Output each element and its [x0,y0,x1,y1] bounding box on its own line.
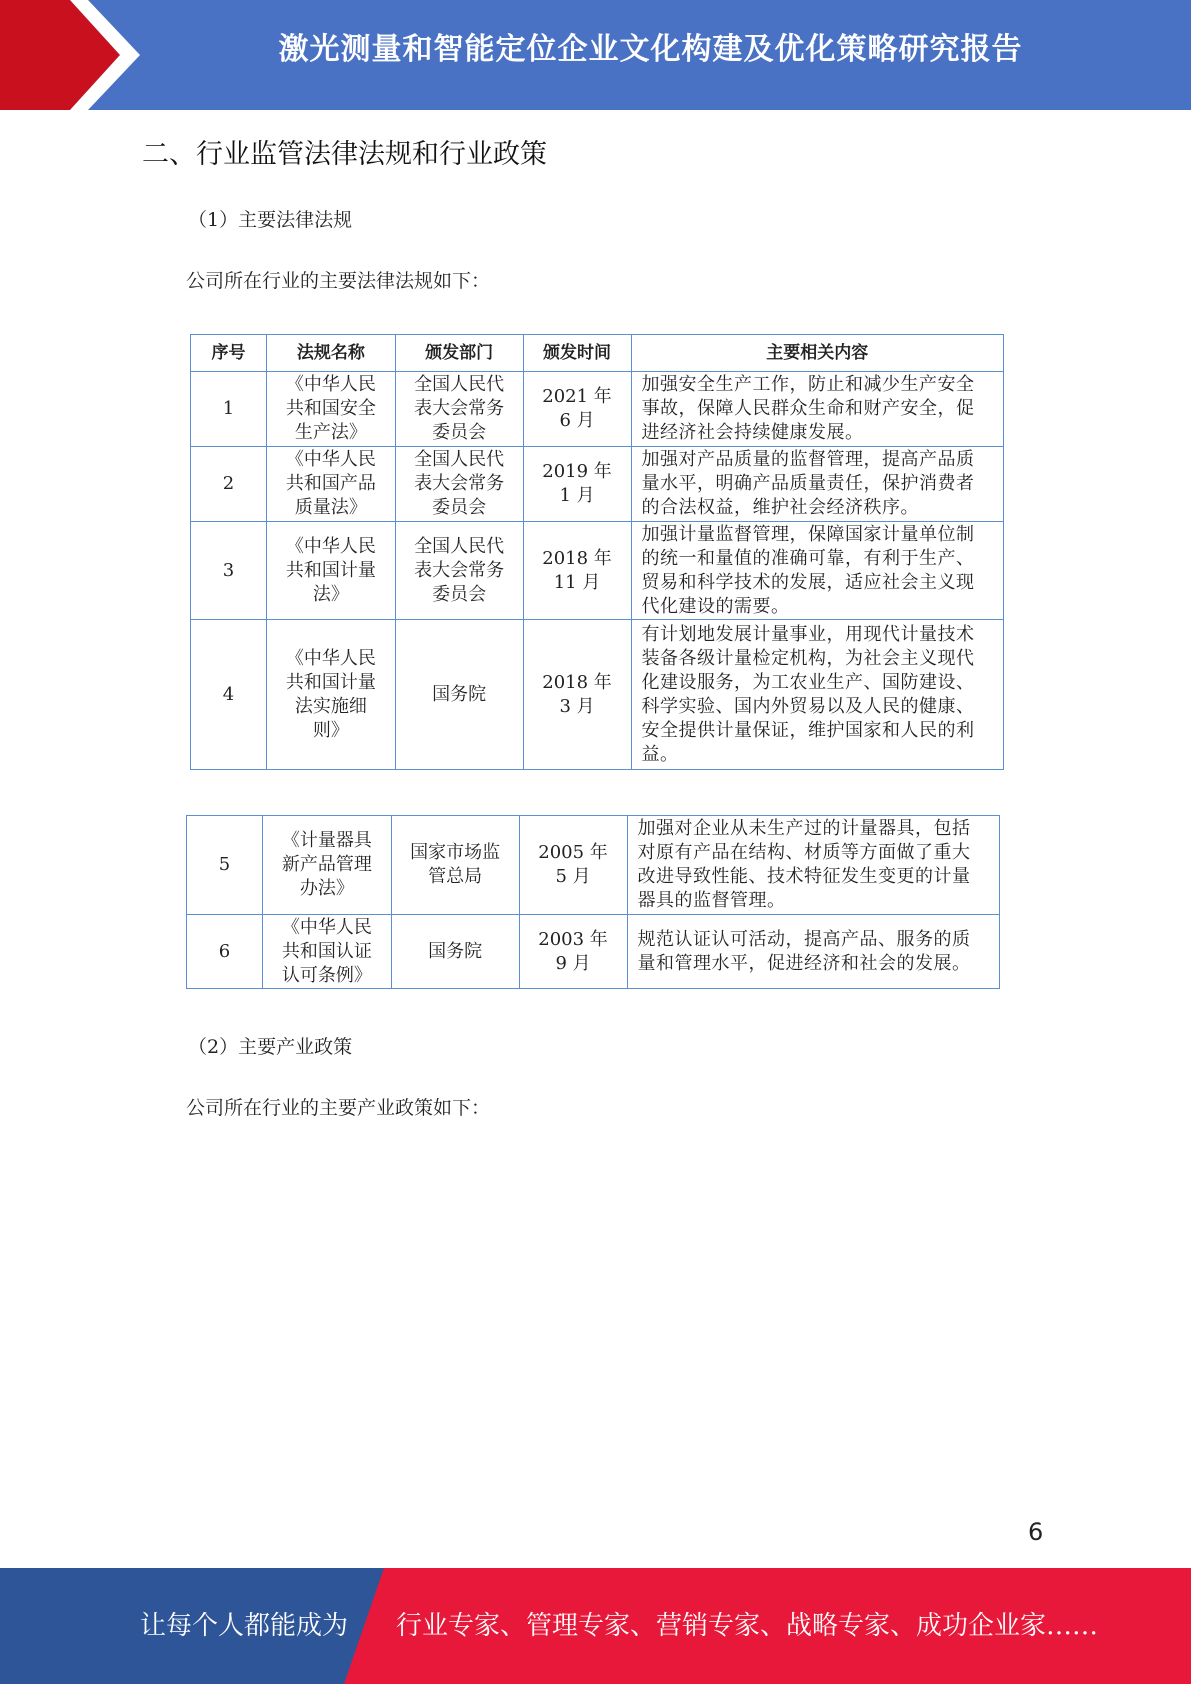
row-dept: 国务院 [395,620,523,770]
row-dept: 国家市场监 管总局 [391,816,519,915]
header-banner [0,0,1191,110]
laws-table-part2 [186,815,1000,989]
row-name: 《中华人民 共和国计量 法实施细 则》 [266,620,395,770]
row-name: 《中华人民 共和国认证 认可条例》 [262,915,391,989]
header-content: 主要相关内容 [631,335,1004,372]
row-content: 加强对企业从未生产过的计量器具，包括 对原有产品在结构、材质等方面做了重大 改进导致性能、技术特征发生变更的计量 器具的监督管理。 [627,816,1000,915]
row-no: 1 [191,372,267,447]
laws-table-part1 [190,334,1004,770]
table-row [191,522,1004,620]
page-number: 6 [1028,1518,1044,1546]
row-dept: 全国人民代 表大会常务 委员会 [395,447,523,522]
row-name: 《计量器具 新产品管理 办法》 [262,816,391,915]
header-name: 法规名称 [266,335,395,372]
row-date: 2018 年 11 月 [523,522,631,620]
row-no: 5 [187,816,263,915]
header-date: 颁发时间 [523,335,631,372]
row-dept: 全国人民代 表大会常务 委员会 [395,372,523,447]
row-name: 《中华人民 共和国安全 生产法》 [266,372,395,447]
footer-slogan-right: 行业专家、管理专家、营销专家、战略专家、成功企业家…… [396,1611,1099,1641]
row-name: 《中华人民 共和国计量 法》 [266,522,395,620]
header-dept: 颁发部门 [395,335,523,372]
row-content: 加强对产品质量的监督管理，提高产品质 量水平，明确产品质量责任，保护消费者 的合法权益，维护社会经济秩序。 [631,447,1004,522]
report-title: 激光测量和智能定位企业文化构建及优化策略研究报告 [278,32,1023,67]
table-header-row [191,335,1004,372]
row-no: 6 [187,915,263,989]
footer-banner [0,1568,1191,1684]
row-date: 2003 年 9 月 [519,915,627,989]
table-row [187,915,1000,989]
table-row [191,372,1004,447]
footer-slogan-left: 让每个人都能成为 [140,1611,349,1641]
row-no: 2 [191,447,267,522]
row-dept: 国务院 [391,915,519,989]
row-content: 规范认证认可活动，提高产品、服务的质 量和管理水平，促进经济和社会的发展。 [627,915,1000,989]
row-date: 2021 年 6 月 [523,372,631,447]
table-row [191,447,1004,522]
subsection-laws: （1）主要法律法规 [188,209,353,231]
row-no: 4 [191,620,267,770]
laws-intro: 公司所在行业的主要法律法规如下： [186,270,491,292]
section-title: 二、行业监管法律法规和行业政策 [142,139,547,170]
subsection-policies: （2）主要产业政策 [188,1036,353,1058]
row-no: 3 [191,522,267,620]
table-row [191,620,1004,770]
row-date: 2005 年 5 月 [519,816,627,915]
row-content: 加强安全生产工作，防止和减少生产安全 事故，保障人民群众生命和财产安全，促 进经济社会持续健康发展。 [631,372,1004,447]
row-content: 有计划地发展计量事业，用现代计量技术 装备各级计量检定机构，为社会主义现代 化建设服务，为工农业生产、国防建设、 科学实验、国内外贸易以及人民的健康、 安全提供计量保证，维护国家和人民的利 益。 [631,620,1004,770]
row-name: 《中华人民 共和国产品 质量法》 [266,447,395,522]
row-date: 2018 年 3 月 [523,620,631,770]
table-row [187,816,1000,915]
header-no: 序号 [191,335,267,372]
row-dept: 全国人民代 表大会常务 委员会 [395,522,523,620]
policies-intro: 公司所在行业的主要产业政策如下： [186,1097,491,1119]
row-date: 2019 年 1 月 [523,447,631,522]
row-content: 加强计量监督管理，保障国家计量单位制 的统一和量值的准确可靠，有利于生产、 贸易和科学技术的发展，适应社会主义现 代化建设的需要。 [631,522,1004,620]
red-chevron-decoration [0,0,150,110]
